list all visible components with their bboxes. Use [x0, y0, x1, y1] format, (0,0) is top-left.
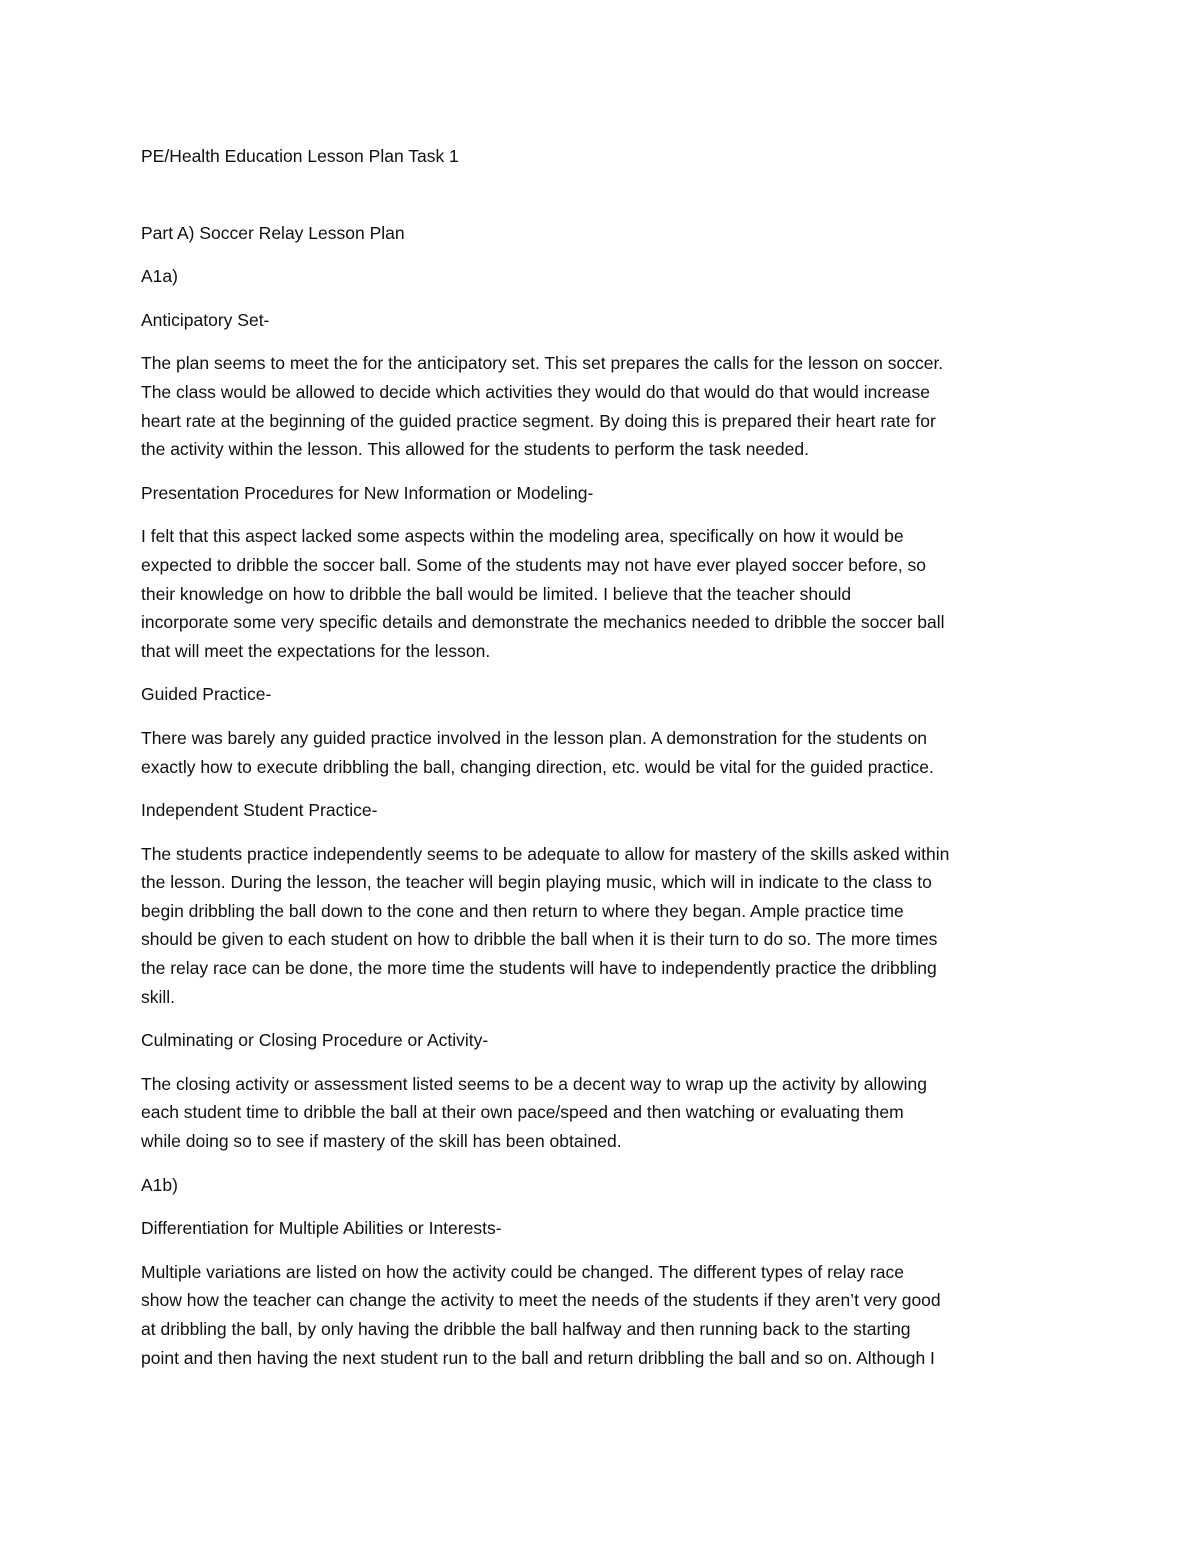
paragraph-line: begin dribbling the ball down to the cone and then return to where they began. Ample practice time [141, 900, 904, 921]
paragraph-line: show how the teacher can change the activity to meet the needs of the students if they aren’t very good [141, 1290, 941, 1311]
paragraph-line: The students practice independently seems to be adequate to allow for mastery of the skills asked within [141, 843, 950, 864]
document-body [141, 142, 1061, 1372]
paragraph-independent-practice [141, 840, 1061, 1012]
paragraph-line: the lesson. During the lesson, the teacher will begin playing music, which will in indicate to the class to [141, 872, 932, 893]
paragraph-anticipatory-set [141, 349, 1061, 463]
paragraph-line: heart rate at the beginning of the guided practice segment. By doing this is prepared their heart rate for [141, 410, 936, 431]
paragraph-line: skill. [141, 986, 176, 1007]
paragraph-line: Multiple variations are listed on how the activity could be changed. The different types of relay race [141, 1261, 904, 1282]
paragraph-line: while doing so to see if mastery of the skill has been obtained. [141, 1131, 622, 1152]
paragraph-line: There was barely any guided practice involved in the lesson plan. A demonstration for the students on [141, 727, 928, 748]
paragraph-line: should be given to each student on how to dribble the ball when it is their turn to do so. The more times [141, 929, 938, 950]
section-label-a1a: A1a) [141, 266, 178, 287]
section-label-a1b: A1b) [141, 1174, 178, 1195]
section-heading-guided-practice: Guided Practice- [141, 684, 272, 705]
paragraph-line: each student time to dribble the ball at their own pace/speed and then watching or evaluating them [141, 1102, 904, 1123]
paragraph-line: the relay race can be done, the more time the students will have to independently practice the dribbling [141, 958, 937, 979]
section-heading-closing: Culminating or Closing Procedure or Activity- [141, 1030, 489, 1051]
section-heading-differentiation: Differentiation for Multiple Abilities or Interests- [141, 1218, 502, 1239]
part-heading: Part A) Soccer Relay Lesson Plan [141, 222, 405, 243]
section-heading-anticipatory-set: Anticipatory Set- [141, 309, 270, 330]
section-heading-independent-practice: Independent Student Practice- [141, 800, 378, 821]
paragraph-line: at dribbling the ball, by only having the dribble the ball halfway and then running back to the starting [141, 1319, 911, 1339]
paragraph-line: incorporate some very specific details and demonstrate the mechanics needed to dribble the soccer ball [141, 612, 945, 633]
paragraph-line: point and then having the next student run to the ball and return dribbling the ball and so on. Although I [141, 1347, 935, 1368]
paragraph-line: their knowledge on how to dribble the ball would be limited. I believe that the teacher should [141, 583, 852, 604]
paragraph-guided-practice [141, 724, 1061, 781]
paragraph-line: The closing activity or assessment listed seems to be a decent way to wrap up the activity by allowing [141, 1073, 927, 1094]
paragraph-closing [141, 1070, 1061, 1156]
paragraph-line: I felt that this aspect lacked some aspects within the modeling area, specifically on how it would be [141, 526, 904, 547]
paragraph-line: that will meet the expectations for the lesson. [141, 640, 491, 661]
section-heading-presentation: Presentation Procedures for New Information or Modeling- [141, 482, 594, 503]
document-title: PE/Health Education Lesson Plan Task 1 [141, 146, 459, 166]
paragraph-line: The plan seems to meet the for the anticipatory set. This set prepares the calls for the lesson on soccer. [141, 353, 944, 374]
paragraph-differentiation [141, 1258, 1061, 1372]
paragraph-line: the activity within the lesson. This allowed for the students to perform the task needed. [141, 439, 809, 460]
paragraph-line: exactly how to execute dribbling the ball, changing direction, etc. would be vital for the guided practice. [141, 756, 934, 777]
paragraph-line: The class would be allowed to decide which activities they would do that would do that would increase [141, 381, 930, 402]
paragraph-presentation [141, 522, 1061, 665]
paragraph-line: expected to dribble the soccer ball. Some of the students may not have ever played soccer before, so [141, 554, 927, 575]
